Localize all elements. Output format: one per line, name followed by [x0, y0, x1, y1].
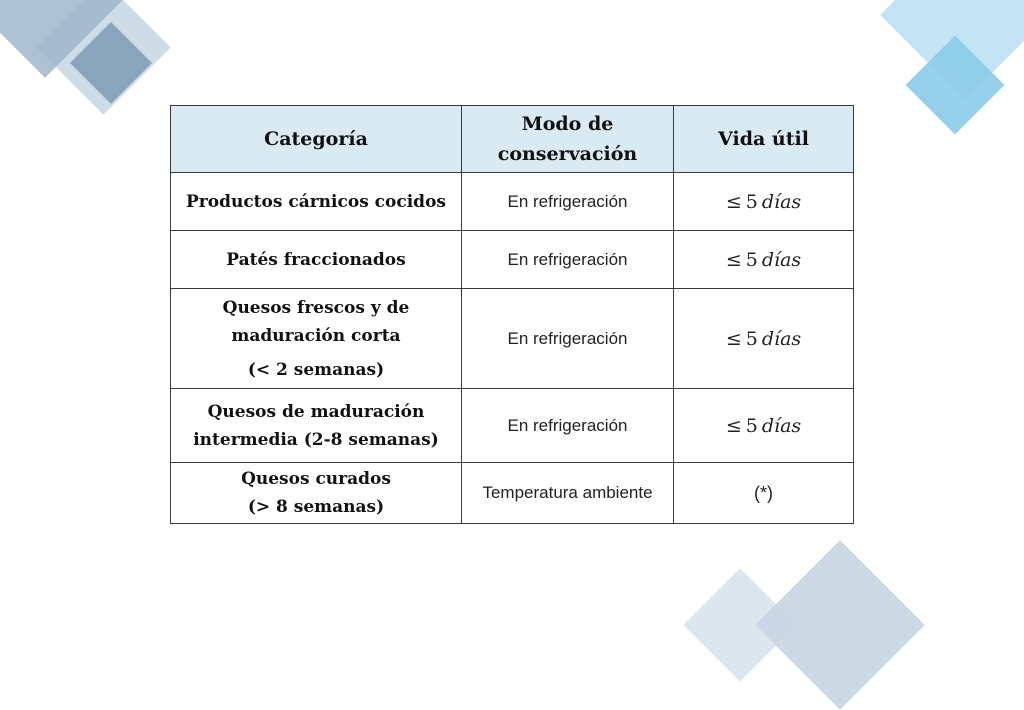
category-text: Quesos curados — [241, 469, 391, 489]
life-cell — [674, 289, 854, 389]
header-conservation-mode — [462, 106, 674, 173]
header-mode-line2: conservación — [497, 143, 638, 165]
category-cell — [171, 289, 462, 389]
category-cell — [171, 231, 462, 289]
table-row — [171, 463, 854, 524]
category-text: intermedia (2-8 semanas) — [193, 429, 439, 450]
category-cell — [171, 389, 462, 463]
life-operator: ≤ — [725, 248, 742, 271]
category-text: maduración corta — [231, 325, 401, 346]
category-text: Quesos frescos y de — [222, 297, 410, 318]
life-cell — [674, 389, 854, 463]
header-shelf-life: Vida útil — [674, 106, 854, 173]
life-number: 5 — [745, 327, 758, 350]
life-cell — [674, 231, 854, 289]
mode-cell: En refrigeración — [462, 389, 674, 463]
decorative-diamond-grey — [755, 540, 925, 710]
life-cell — [674, 173, 854, 231]
life-number: 5 — [745, 190, 758, 213]
mode-cell: En refrigeración — [462, 173, 674, 231]
category-text: Patés fraccionados — [226, 249, 406, 270]
life-number: 5 — [745, 414, 758, 437]
header-category: Categoría — [171, 106, 462, 173]
category-cell — [171, 463, 462, 524]
life-number: 5 — [745, 248, 758, 271]
life-operator: ≤ — [725, 414, 742, 437]
life-unit: días — [761, 190, 802, 213]
life-operator: ≤ — [725, 327, 742, 350]
life-unit: días — [761, 414, 802, 437]
table-row — [171, 289, 854, 389]
category-text: Quesos de maduración — [207, 401, 425, 422]
table-header-row — [171, 106, 854, 173]
shelf-life-table — [170, 105, 854, 524]
table-row — [171, 173, 854, 231]
life-cell: (*) — [674, 463, 854, 524]
table-row — [171, 389, 854, 463]
header-mode-line1: Modo de — [521, 113, 614, 135]
life-unit: días — [761, 248, 802, 271]
mode-cell: En refrigeración — [462, 231, 674, 289]
category-text: (< 2 semanas) — [247, 359, 385, 380]
mode-cell: En refrigeración — [462, 289, 674, 389]
category-text: (> 8 semanas) — [247, 497, 385, 517]
life-operator: ≤ — [725, 190, 742, 213]
table-row — [171, 231, 854, 289]
category-cell — [171, 173, 462, 231]
category-text: Productos cárnicos cocidos — [186, 191, 446, 212]
mode-cell: Temperatura ambiente — [462, 463, 674, 524]
life-unit: días — [761, 327, 802, 350]
